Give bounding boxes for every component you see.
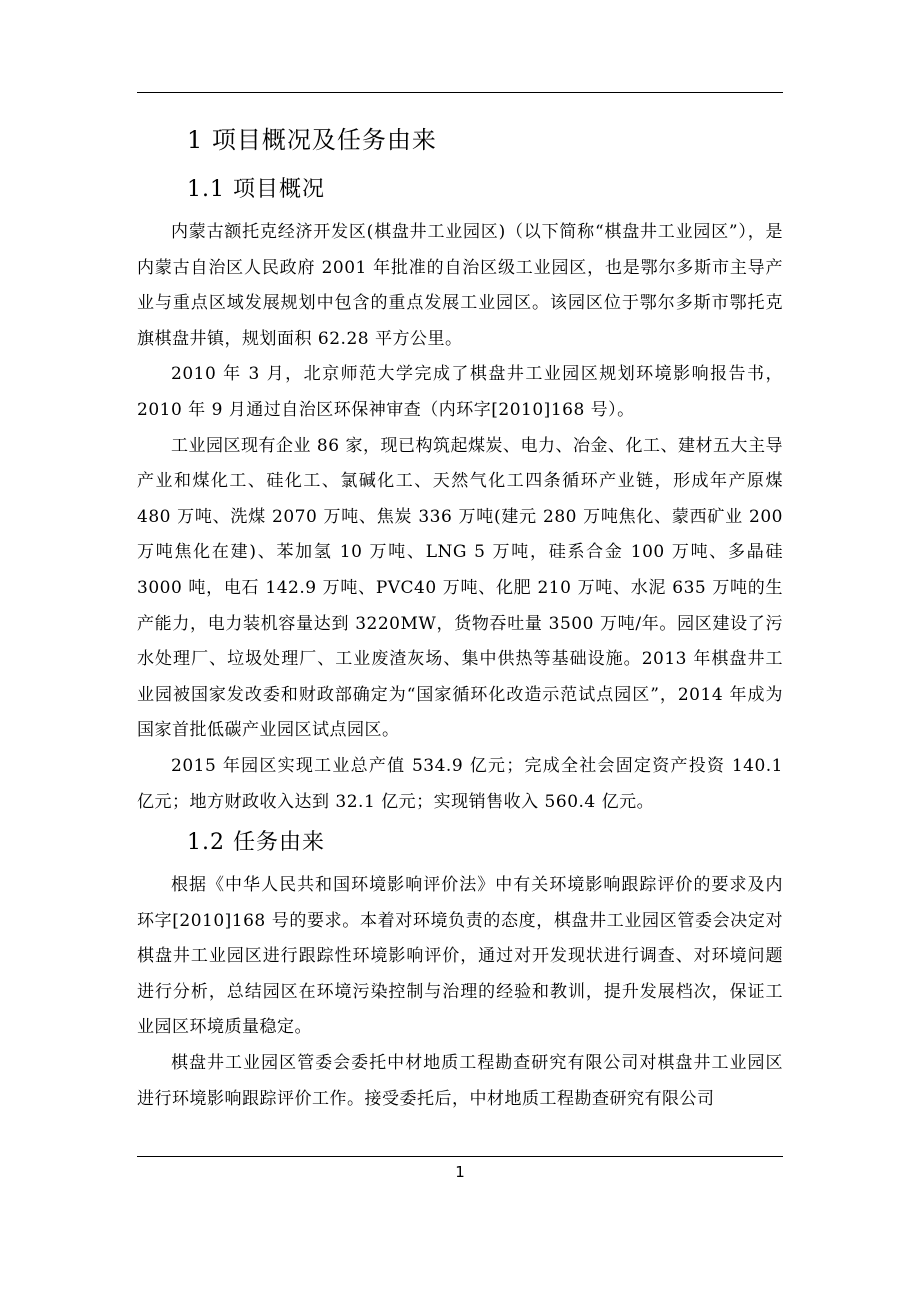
section-heading-1-1: 1.1 项目概况 xyxy=(187,177,325,202)
header-rule xyxy=(137,92,783,93)
page-number: 1 xyxy=(455,1163,465,1181)
page-content xyxy=(137,117,783,1117)
paragraph: 2010 年 3 月，北京师范大学完成了棋盘井工业园区规划环境影响报告书，2010 年 9 月通过自治区环保神审查（内环字[2010]168 号）。 xyxy=(137,364,783,420)
chapter-heading: 1 项目概况及任务由来 xyxy=(187,126,437,154)
paragraph: 内蒙古额托克经济开发区(棋盘井工业园区)（以下简称“棋盘井工业园区”），是内蒙古自治区人民政府 2001 年批准的自治区级工业园区，也是鄂尔多斯市主导产业与重点区域发展规划中包含的重点发展工业园区。该园区位于鄂尔多斯市鄂托克旗棋盘井镇，规划面积 62.28 平方公里。 xyxy=(137,222,783,349)
section-heading-1-2: 1.2 任务由来 xyxy=(187,830,325,856)
paragraph: 2015 年园区实现工业总产值 534.9 亿元；完成全社会固定资产投资 140.1 亿元；地方财政收入达到 32.1 亿元；实现销售收入 560.4 亿元。 xyxy=(137,755,783,812)
paragraph: 根据《中华人民共和国环境影响评价法》中有关环境影响跟踪评价的要求及内环字[2010]168 号的要求。本着对环境负责的态度，棋盘井工业园区管委会决定对棋盘井工业园区进行跟踪性环境影响评价，通过对开发现状进行调查、对环境问题进行分析，总结园区在环境污染控制与治理的经验和教训，提升发展档次，保证工业园区环境质量稳定。 xyxy=(137,875,783,1038)
paragraph: 棋盘井工业园区管委会委托中材地质工程勘查研究有限公司对棋盘井工业园区进行环境影响跟踪评价工作。接受委托后，中材地质工程勘查研究有限公司 xyxy=(137,1053,783,1109)
paragraph: 工业园区现有企业 86 家，现已构筑起煤炭、电力、冶金、化工、建材五大主导产业和煤化工、硅化工、氯碱化工、天然气化工四条循环产业链，形成年产原煤 480 万吨、洗煤 2070 万吨、焦炭 336 万吨(建元 280 万吨焦化、蒙西矿业 200 万吨焦化在建)、苯加氢 10 万吨、LNG 5 万吨，硅系合金 100 万吨、多晶硅 3000 吨，电石 142.9 万吨、PVC40 万吨、化肥 210 万吨、水泥 635 万吨的生产能力，电力装机容量达到 3220MW，货物吞吐量 3500 万吨/年。园区建设了污水处理厂、垃圾处理厂、工业废渣灰场、集中供热等基础设施。2013 年棋盘井工业园被国家发改委和财政部确定为“国家循环化改造示范试点园区”，2014 年成为国家首批低碳产业园区试点园区。 xyxy=(137,435,783,741)
footer-rule xyxy=(137,1156,783,1157)
